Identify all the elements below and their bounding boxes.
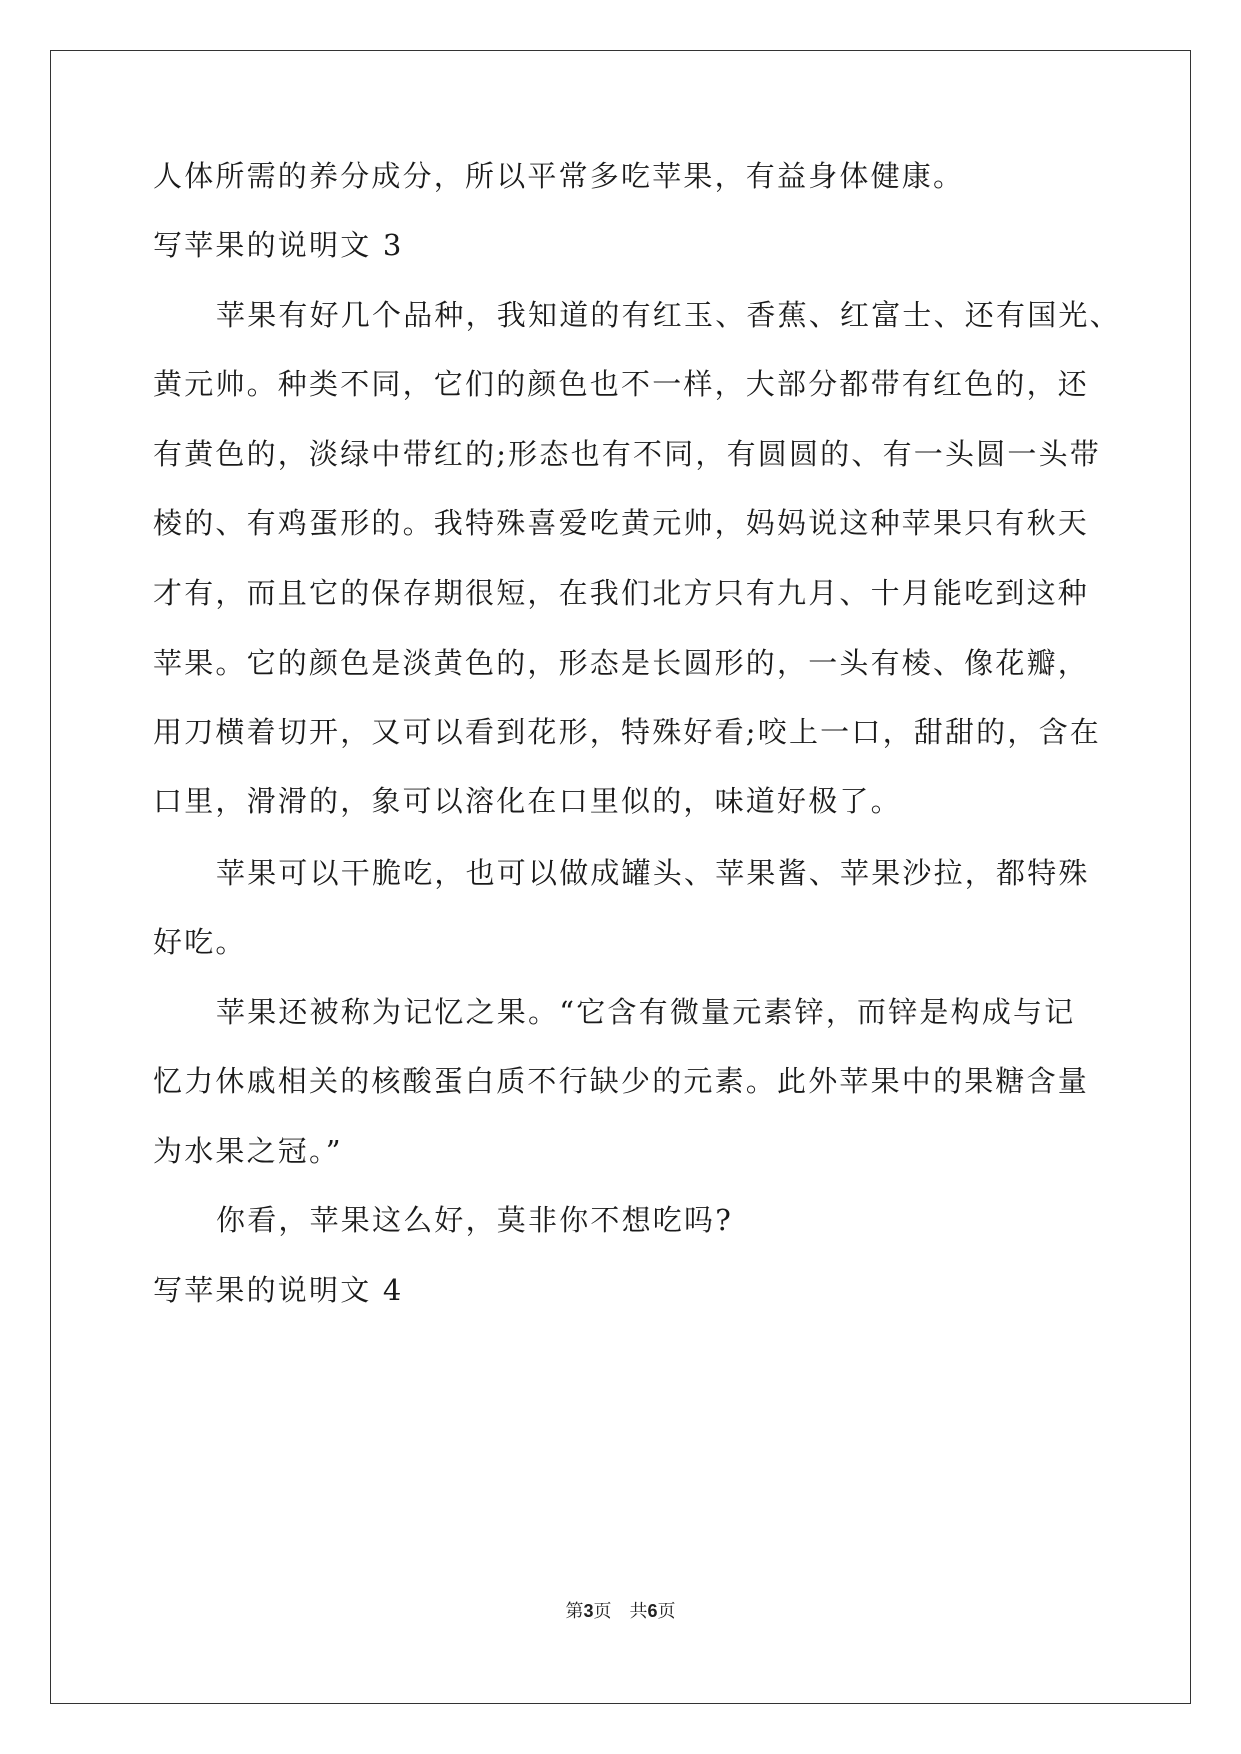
footer-prefix: 第 bbox=[565, 1601, 584, 1622]
body-line-6: 棱的、有鸡蛋形的。我特殊喜爱吃黄元帅，妈妈说这种苹果只有秋天 bbox=[153, 506, 1090, 540]
body-line-12: 好吃。 bbox=[153, 925, 247, 959]
page-footer bbox=[0, 1599, 1241, 1624]
body-line-4: 黄元帅。种类不同，它们的颜色也不一样，大部分都带有红色的，还 bbox=[153, 367, 1090, 401]
body-line-8: 苹果。它的颜色是淡黄色的，形态是长圆形的，一头有棱、像花瓣， bbox=[153, 646, 1090, 680]
footer-mid: 页 共 bbox=[593, 1601, 648, 1622]
body-line-5: 有黄色的，淡绿中带红的;形态也有不同，有圆圆的、有一头圆一头带 bbox=[153, 437, 1101, 471]
body-line-15: 为水果之冠。” bbox=[153, 1134, 343, 1168]
body-line-14: 忆力休戚相关的核酸蛋白质不行缺少的元素。此外苹果中的果糖含量 bbox=[153, 1064, 1090, 1098]
section-heading-4: 写苹果的说明文 4 bbox=[153, 1273, 404, 1307]
footer-suffix: 页 bbox=[657, 1601, 676, 1622]
section-heading-3: 写苹果的说明文 3 bbox=[153, 228, 404, 262]
body-line-1: 人体所需的养分成分，所以平常多吃苹果，有益身体健康。 bbox=[153, 159, 965, 193]
body-line-10: 口里，滑滑的，象可以溶化在口里似的，味道好极了。 bbox=[153, 784, 902, 818]
body-line-13: 苹果还被称为记忆之果。“它含有微量元素锌，而锌是构成与记 bbox=[216, 995, 1076, 1029]
current-page-number: 3 bbox=[583, 1601, 594, 1621]
body-line-16: 你看，苹果这么好，莫非你不想吃吗? bbox=[216, 1203, 733, 1237]
body-line-3: 苹果有好几个品种，我知道的有红玉、香蕉、红富士、还有国光、 bbox=[216, 298, 1121, 332]
total-page-number: 6 bbox=[647, 1601, 658, 1621]
body-line-7: 才有，而且它的保存期很短，在我们北方只有九月、十月能吃到这种 bbox=[153, 576, 1090, 610]
body-line-11: 苹果可以干脆吃，也可以做成罐头、苹果酱、苹果沙拉，都特殊 bbox=[216, 856, 1090, 890]
body-line-9: 用刀横着切开，又可以看到花形，特殊好看;咬上一口，甜甜的，含在 bbox=[153, 715, 1101, 749]
